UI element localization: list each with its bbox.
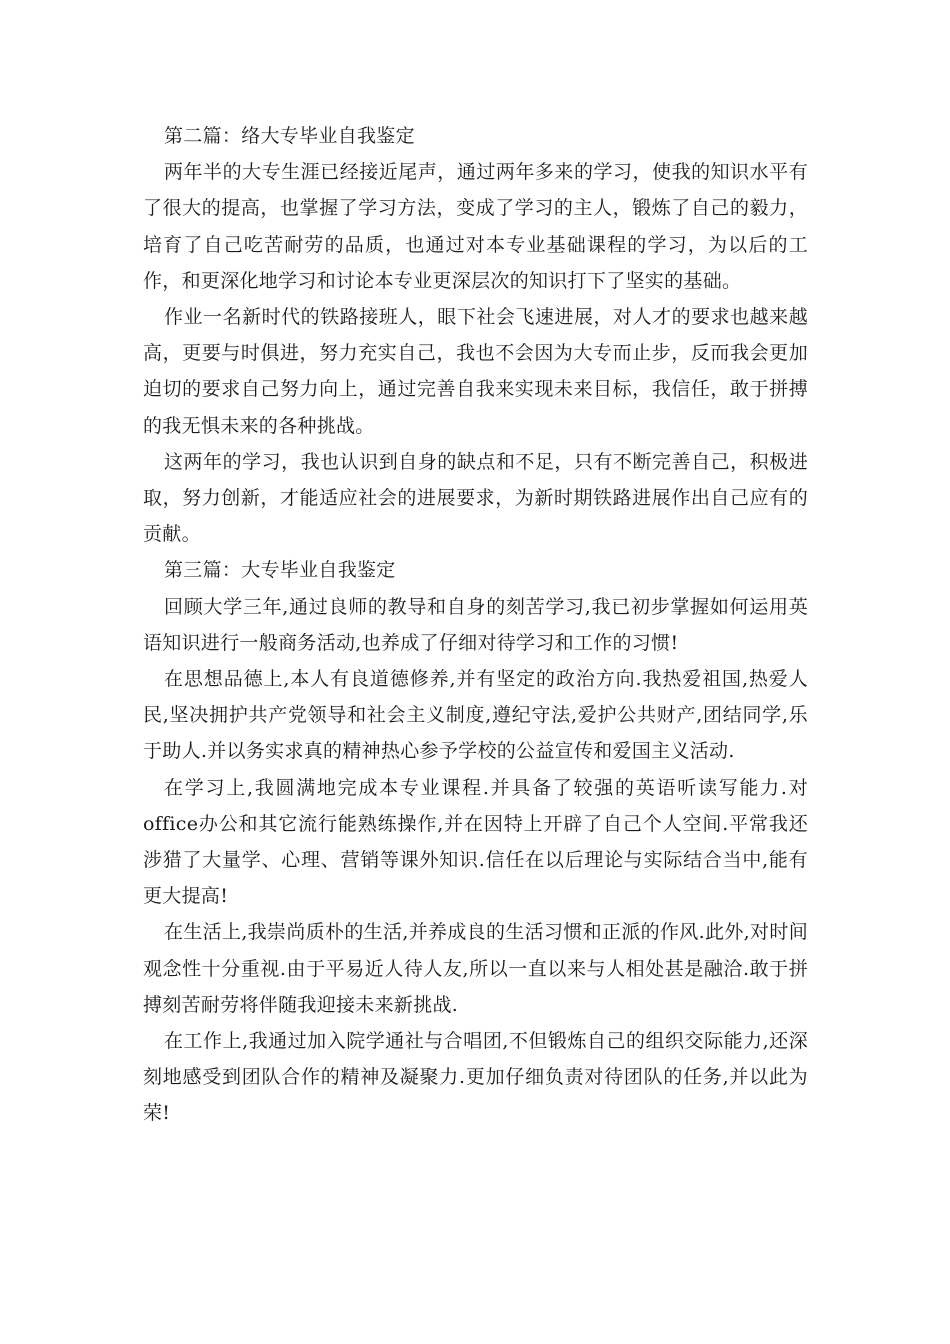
paragraph: 在思想品德上,本人有良道德修养,并有坚定的政治方向.我热爱祖国,热爱人民,坚决拥护共产党领导和社会主义制度,遵纪守法,爱护公共财产,团结同学,乐于助人.并以务实求真的精神热心参予学校的公益宣传和爱国主义活动. xyxy=(143,668,808,763)
paragraph: 在生活上,我崇尚质朴的生活,并养成良的生活习惯和正派的作风.此外,对时间观念性十分重视.由于平易近人待人友,所以一直以来与人相处甚是融洽.敢于拼搏刻苦耐劳将伴随我迎接未来新挑战. xyxy=(143,921,808,1016)
paragraph: 两年半的大专生涯已经接近尾声，通过两年多来的学习，使我的知识水平有了很大的提高，也掌握了学习方法，变成了学习的主人，锻炼了自己的毅力，培育了自己吃苦耐劳的品质，也通过对本专业基础课程的学习，为以后的工作，和更深化地学习和讨论本专业更深层次的知识打下了坚实的基础。 xyxy=(143,161,808,292)
paragraph: 这两年的学习，我也认识到自身的缺点和不足，只有不断完善自己，积极进取，努力创新，才能适应社会的进展要求，为新时期铁路进展作出自己应有的贡献。 xyxy=(143,450,808,546)
section-heading: 第三篇：大专毕业自我鉴定 xyxy=(164,559,396,582)
section-heading: 第二篇：络大专毕业自我鉴定 xyxy=(164,125,415,147)
paragraph: 在学习上,我圆满地完成本专业课程.并具备了较强的英语听读写能力.对office办公和其它流行能熟练操作,并在因特上开辟了自己个人空间.平常我还涉猎了大量学、心理、营销等课外知识.信任在以后理论与实际结合当中,能有更大提高! xyxy=(143,776,808,908)
paragraph: 在工作上,我通过加入院学通社与合唱团,不但锻炼自己的组织交际能力,还深刻地感受到团队合作的精神及凝聚力.更加仔细负责对待团队的任务,并以此为荣! xyxy=(143,1030,808,1125)
paragraph: 回顾大学三年,通过良师的教导和自身的刻苦学习,我已初步掌握如何运用英语知识进行一般商务活动,也养成了仔细对待学习和工作的习惯! xyxy=(143,595,808,654)
document-body xyxy=(143,118,808,1132)
paragraph: 作业一名新时代的铁路接班人，眼下社会飞速进展，对人才的要求也越来越高，更要与时俱进，努力充实自己，我也不会因为大专而止步，反而我会更加迫切的要求自己努力向上，通过完善自我来实现未来目标，我信任，敢于拼搏的我无惧未来的各种挑战。 xyxy=(143,306,808,437)
